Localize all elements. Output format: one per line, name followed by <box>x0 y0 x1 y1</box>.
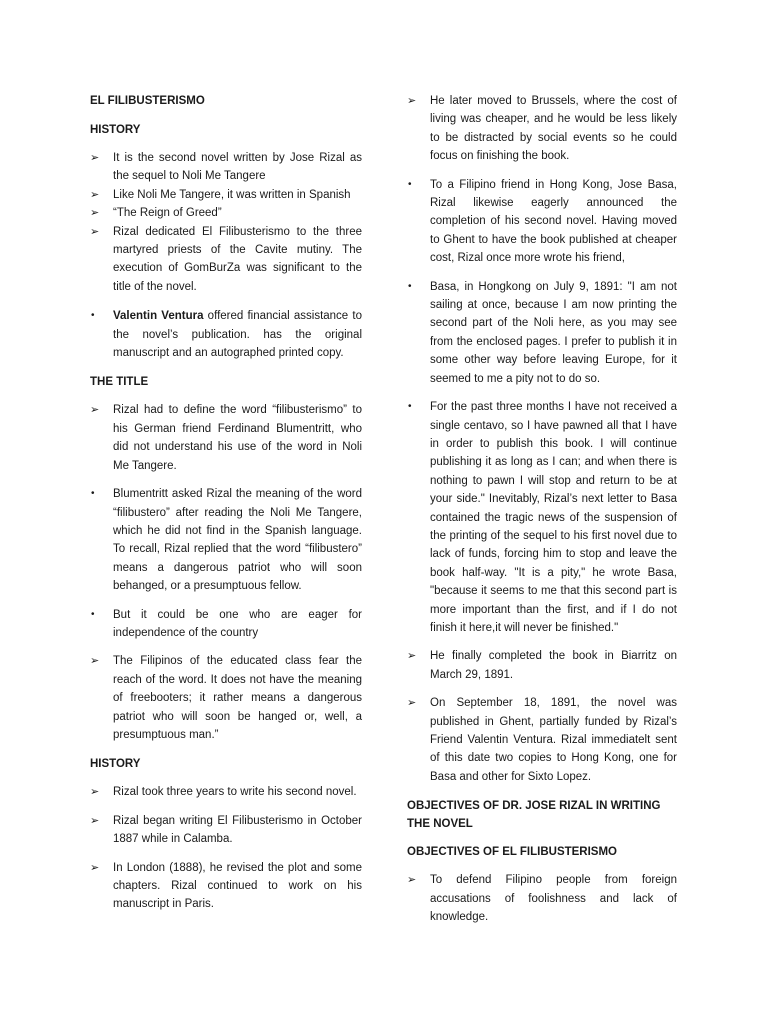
arrow-bullet-icon: ➢ <box>90 404 100 417</box>
dot-bullet-icon: • <box>91 488 95 500</box>
dot-bullet-icon: • <box>408 178 412 190</box>
list-item: ➢ He later moved to Brussels, where the cost of living was cheaper, and he would be less likely to be distracted by social events so he could focus on finishing the book. <box>407 92 677 166</box>
list-item: • For the past three months I have not received a single centavo, so I have pawned all that I have in order to publish this book. I will continue publishing it as long as I can; and when there is nothing to pawn I will stop and return to be at your side." Inevitably, Rizal’s next letter to Basa contained the tragic news of the suspension of the printing of the sequel to his first novel due to lack of funds, forcing him to stop and leave the book half-way. "It is a pity," he wrote Basa, "because it seems to me that this second part is more important than the first, and if I do not finish it here,it will never be finished." <box>407 398 677 637</box>
dot-bullet-icon: • <box>91 310 95 322</box>
arrow-bullet-icon: ➢ <box>90 814 100 827</box>
arrow-bullet-icon: ➢ <box>90 152 100 164</box>
right-column <box>407 92 677 926</box>
arrow-bullet-icon: ➢ <box>90 188 100 201</box>
arrow-bullet-icon: ➢ <box>407 697 417 710</box>
list-item: ➢ Like Noli Me Tangere, it was written in Spanish <box>90 186 362 204</box>
arrow-bullet-icon: ➢ <box>407 650 417 663</box>
heading-objectives-el-fili: OBJECTIVES OF EL FILIBUSTERISMO <box>407 846 618 859</box>
arrow-bullet-icon: ➢ <box>90 225 100 238</box>
ventura-name: Valentin Ventura <box>113 310 204 323</box>
list-item: ➢ Rizal took three years to write his second novel. <box>90 783 362 801</box>
list-item: ➢ The Filipinos of the educated class fear the reach of the word. It does not have the meaning of freebooters; it rather means a dangerous patriot who will soon be hanged or, well, a presumptuous man.” <box>90 652 362 744</box>
list-item: ➢ To defend Filipino people from foreign accusations of foolishness and lack of knowledge. <box>407 871 677 926</box>
history-list <box>90 149 362 296</box>
heading-el-filibusterismo: EL FILIBUSTERISMO <box>90 95 205 107</box>
list-item-ventura: • Valentin Ventura offered financial assistance to the novel’s publication. has the original manuscript and an autographed printed copy. <box>90 307 362 362</box>
list-item: • Blumentritt asked Rizal the meaning of the word “filibustero” after reading the Noli Me Tangere, which he did not find in the Spanish language. To recall, Rizal replied that the word “filibustero” means a dangerous patriot who will soon behanged, or a presumptuous fellow. <box>90 485 362 595</box>
arrow-bullet-icon: ➢ <box>407 95 417 107</box>
list-item: ➢ Rizal began writing El Filibusterismo in October 1887 while in Calamba. <box>90 812 362 849</box>
arrow-bullet-icon: ➢ <box>407 874 417 887</box>
list-item: ➢ On September 18, 1891, the novel was published in Ghent, partially funded by Rizal’s Friend Valentin Ventura. Rizal immediatelt sent of this date two copies to Hong Kong, one for Basa and other for Sixto Lopez. <box>407 694 677 786</box>
dot-bullet-icon: • <box>91 608 95 620</box>
heading-history-2: HISTORY <box>90 758 141 771</box>
dot-bullet-icon: • <box>408 280 412 292</box>
list-item: ➢ Rizal dedicated El Filibusterismo to the three martyred priests of the Cavite mutiny. The execution of GomBurZa was significant to the title of the novel. <box>90 223 362 297</box>
arrow-bullet-icon: ➢ <box>90 786 100 799</box>
dot-bullet-icon: • <box>408 401 412 413</box>
list-item: ➢ It is the second novel written by Jose Rizal as the sequel to Noli Me Tangere <box>90 149 362 186</box>
list-item: • But it could be one who are eager for independence of the country <box>90 606 362 643</box>
arrow-bullet-icon: ➢ <box>90 655 100 668</box>
list-item: ➢ In London (1888), he revised the plot and some chapters. Rizal continued to work on his manuscript in Paris. <box>90 859 362 914</box>
list-item: • Basa, in Hongkong on July 9, 1891: "I am not sailing at once, because I am now printing the second part of the Noli here, as you may see from the enclosed pages. I prefer to publish it in some other way before leaving Europe, for it seemed to me a pity not to do so. <box>407 278 677 388</box>
arrow-bullet-icon: ➢ <box>90 861 100 874</box>
list-item: ➢ He finally completed the book in Biarritz on March 29, 1891. <box>407 647 677 684</box>
list-item: ➢ Rizal had to define the word “filibusterismo” to his German friend Ferdinand Blumentritt, who did not understand his use of the word in Noli Me Tangere. <box>90 401 362 475</box>
heading-objectives-rizal: OBJECTIVES OF DR. JOSE RIZAL IN WRITING THE NOVEL <box>407 800 661 831</box>
list-item: ➢ “The Reign of Greed” <box>90 204 362 222</box>
left-column <box>90 92 362 914</box>
heading-history: HISTORY <box>90 124 141 136</box>
arrow-bullet-icon: ➢ <box>90 207 100 220</box>
list-item: • To a Filipino friend in Hong Kong, Jose Basa, Rizal likewise eagerly announced the completion of his second novel. Having moved to Ghent to have the book published at cheaper cost, Rizal once more wrote his friend, <box>407 176 677 268</box>
heading-the-title: THE TITLE <box>90 376 149 389</box>
